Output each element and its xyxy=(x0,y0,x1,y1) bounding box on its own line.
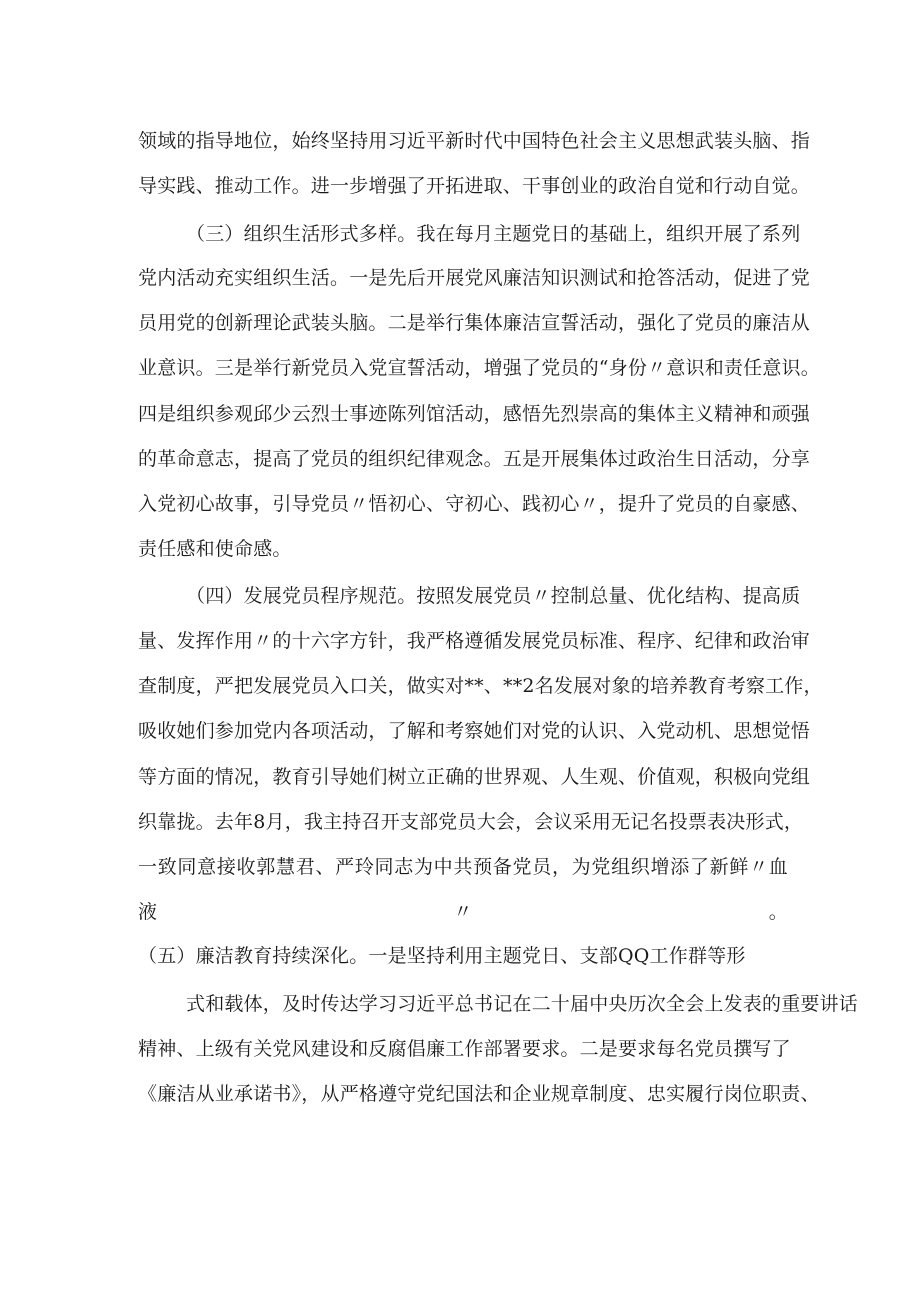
text-line: （五）廉洁教育持续深化。一是坚持利用主题党日、支部QQ工作群等形 xyxy=(138,945,746,967)
text-line: 导实践、推动工作。进一步增强了开拓进取、干事创业的政治自觉和行动自觉。 xyxy=(138,175,811,197)
text-line: 的革命意志，提高了党员的组织纪律观念。五是开展集体过政治生日活动，分享 xyxy=(138,448,811,470)
text-line: 责任感和使命感。 xyxy=(138,538,292,560)
text-line: 业意识。三是举行新党员入党宣誓活动，增强了党员的“身份〃意识和责任意识。 xyxy=(138,357,820,379)
section-heading-line: 式和载体，及时传达学习习近平总书记在二十届中央历次全会上发表的重要讲话 xyxy=(186,993,859,1015)
text-line: 四是组织参观邱少云烈士事迹陈列馆活动，感悟先烈崇高的集体主义精神和顽强 xyxy=(138,403,811,425)
text-line: 《廉洁从业承诺书》，从严格遵守党纪国法和企业规章制度、忠实履行岗位职责、 xyxy=(138,1083,820,1105)
text-line: 等方面的情况，教育引导她们树立正确的世界观、人生观、价值观，积极向党组 xyxy=(138,766,811,788)
text-line: 吸收她们参加党内各项活动，了解和考察她们对党的认识、入党动机、思想觉悟 xyxy=(138,720,811,742)
text-line: 员用党的创新理论武装头脑。二是举行集体廉洁宣誓活动，强化了党员的廉洁从 xyxy=(138,312,811,334)
text-line: 织靠拢。去年8月，我主持召开支部党员大会，会议采用无记名投票表决形式， xyxy=(138,811,804,833)
section-heading-line: （四）发展党员程序规范。按照发展党员〃控制总量、优化结构、提高质 xyxy=(186,585,801,607)
text-line: 入党初心故事，引导党员〃悟初心、守初心、践初心〃，提升了党员的自豪感、 xyxy=(138,493,811,515)
section-heading-line: （三）组织生活形式多样。我在每月主题党日的基础上，组织开展了系列 xyxy=(186,223,801,245)
text-line: 量、发挥作用〃的十六字方针，我严格遵循发展党员标准、程序、纪律和政治审 xyxy=(138,630,811,652)
text-line: 液〃。 xyxy=(138,901,788,923)
text-line: 精神、上级有关党风建设和反腐倡廉工作部署要求。二是要求每名党员撰写了 xyxy=(138,1038,791,1060)
text-line: 一致同意接收郭慧君、严玲同志为中共预备党员，为党组织增添了新鲜〃血 xyxy=(138,856,788,878)
text-line: 领域的指导地位，始终坚持用习近平新时代中国特色社会主义思想武装头脑、指 xyxy=(138,130,811,152)
text-line: 党内活动充实组织生活。一是先后开展党风廉洁知识测试和抢答活动，促进了党 xyxy=(138,267,811,289)
text-line: 查制度，严把发展党员入口关，做实对**、**2名发展对象的培养教育考察工作， xyxy=(138,675,823,697)
